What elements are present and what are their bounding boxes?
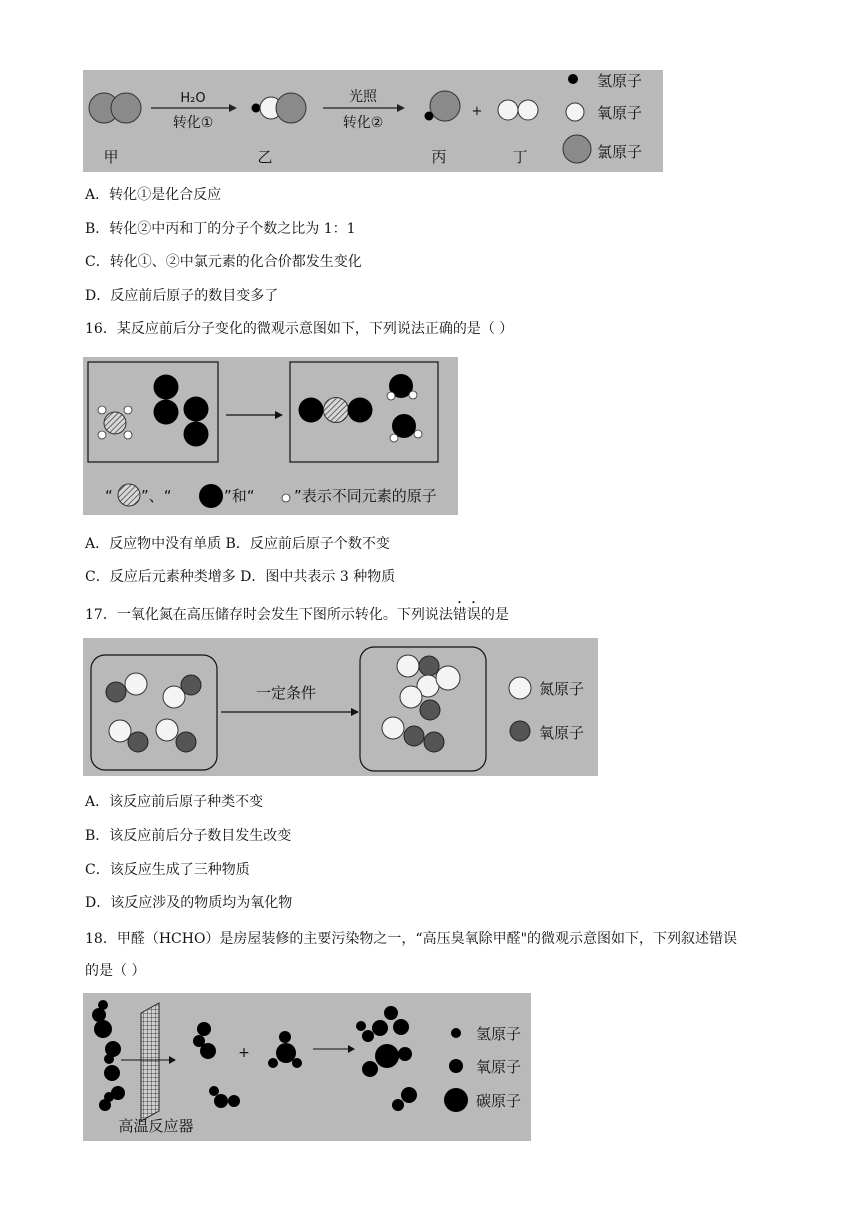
- q17-stem: [85, 599, 509, 625]
- reaction-arrow: [221, 708, 359, 716]
- legend-black-atom-icon: [199, 484, 223, 508]
- label-yi: 乙: [257, 148, 273, 166]
- molecule-black-hatched-black: [299, 398, 373, 423]
- product-molecule-1: [397, 655, 439, 677]
- legend-hatched-atom-icon: [118, 484, 140, 506]
- legend-small-white-atom-icon: [282, 494, 290, 502]
- molecule-hatched-with-small-atoms: [98, 406, 132, 439]
- arrow2-bottom-label: 转化②: [342, 115, 384, 131]
- arrow-conversion-2: [323, 104, 405, 112]
- condition-label: 一定条件: [255, 684, 317, 702]
- plus-sign: +: [471, 104, 483, 119]
- legend-hydrogen-atom-icon: [451, 1028, 461, 1038]
- q17-stem-emphasis: 错误: [452, 607, 481, 623]
- legend-oxygen-label: 氧原子: [597, 104, 643, 122]
- q15-option-b: B．转化②中丙和丁的分子个数之比为 1：1: [85, 221, 356, 237]
- label-bing: 丙: [431, 148, 447, 166]
- q16-stem: 16．某反应前后分子变化的微观示意图如下，下列说法正确的是（ ）: [85, 321, 514, 337]
- legend-hydrogen-label: 氢原子: [476, 1025, 522, 1043]
- high-temperature-reactor: [141, 1003, 159, 1121]
- molecule-no-3: [109, 720, 148, 752]
- legend-nitrogen-atom-icon: [509, 677, 531, 699]
- figure-q16-reaction: [83, 357, 458, 515]
- q17-option-a: A．该反应前后原子种类不变: [85, 794, 264, 810]
- formaldehyde-molecules-input: [92, 1000, 125, 1111]
- molecule-no-2: [163, 675, 201, 708]
- reactor-output-molecules: [193, 1022, 240, 1108]
- arrow1-top-label: H₂O: [180, 91, 206, 106]
- reaction-arrow: [226, 411, 283, 419]
- product-molecules: [356, 1006, 417, 1111]
- legend-carbon-atom-icon: [444, 1088, 468, 1112]
- q17-stem-after: 的是: [480, 607, 509, 623]
- figure-q17-reaction: [83, 638, 598, 776]
- legend-separator-1: ”、“: [141, 487, 172, 505]
- legend-hydrogen-label: 氢原子: [597, 72, 643, 90]
- molecule-black-with-small-atoms-2: [390, 414, 422, 442]
- q17-option-b: B．该反应前后分子数目发生改变: [85, 828, 292, 844]
- legend-oxygen-label: 氧原子: [539, 724, 585, 742]
- q16-options-ab: A．反应物中没有单质 B．反应前后原子个数不变: [85, 536, 390, 552]
- arrow2-top-label: 光照: [349, 89, 377, 105]
- ozone-molecule: [268, 1031, 302, 1068]
- legend-carbon-label: 碳原子: [476, 1092, 522, 1110]
- reactor-label: 高温反应器: [118, 1117, 194, 1135]
- before-container: [91, 655, 217, 770]
- plus-sign: +: [238, 1045, 250, 1061]
- q15-option-d: D．反应前后原子的数目变多了: [85, 288, 279, 304]
- q15-option-a: A．转化①是化合反应: [85, 187, 222, 203]
- molecule-bing: [425, 91, 461, 121]
- q17-stem-before: 17．一氧化氮在高压储存时会发生下图所示转化。下列说法: [85, 607, 453, 623]
- q16-legend: [105, 484, 437, 508]
- legend-oxygen-atom-icon: [566, 103, 584, 121]
- q18-stem-line1: 18．甲醛（HCHO）是房屋装修的主要污染物之一，“高压臭氧除甲醛"的微观示意图如下，下列叙述错误: [85, 931, 738, 947]
- molecule-yi: [252, 93, 307, 123]
- q17-option-c: C．该反应生成了三种物质: [85, 862, 250, 878]
- legend-tail: ”表示不同元素的原子: [294, 487, 437, 505]
- molecule-ding: [498, 100, 538, 120]
- legend-oxygen-atom-icon: [449, 1059, 463, 1073]
- legend-nitrogen-label: 氮原子: [539, 680, 585, 698]
- figure-q15-reaction: [83, 70, 663, 172]
- legend-hydrogen-atom-icon: [568, 74, 578, 84]
- q16-options-cd: C．反应后元素种类增多 D．图中共表示 3 种物质: [85, 569, 396, 585]
- molecule-jia: [89, 93, 141, 123]
- label-jia: 甲: [103, 148, 119, 166]
- legend-oxygen-atom-icon: [510, 721, 530, 741]
- molecule-black-diatomic-1: [154, 375, 179, 425]
- figure-q18-reaction: [83, 993, 531, 1141]
- label-ding: 丁: [512, 148, 528, 166]
- legend-oxygen-label: 氧原子: [476, 1058, 522, 1076]
- q18-stem-line2: 的是（ ）: [85, 963, 146, 979]
- molecule-no-1: [106, 673, 147, 702]
- legend-chlorine-label: 氯原子: [597, 143, 643, 161]
- q15-option-c: C．转化①、②中氯元素的化合价都发生变化: [85, 254, 362, 270]
- legend-and: ”和“: [224, 487, 255, 505]
- product-molecule-4: [382, 717, 444, 752]
- legend-quote-open: “: [105, 487, 113, 505]
- molecule-no-4: [156, 719, 196, 752]
- legend-chlorine-atom-icon: [563, 135, 591, 163]
- molecule-black-with-small-atoms-1: [387, 374, 417, 400]
- arrow1-bottom-label: 转化①: [172, 115, 214, 131]
- q17-option-d: D．该反应涉及的物质均为氧化物: [85, 895, 293, 911]
- molecule-black-diatomic-2: [184, 397, 209, 447]
